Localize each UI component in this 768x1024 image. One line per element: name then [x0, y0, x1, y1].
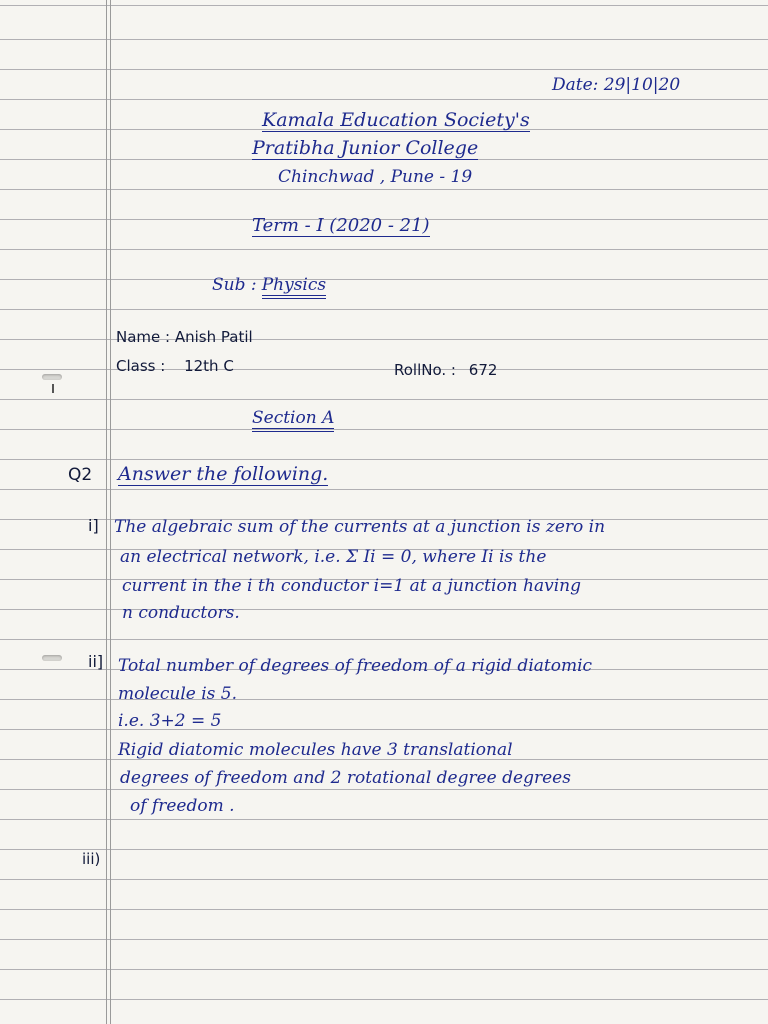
answer-2-line-3: i.e. 3+2 = 5: [118, 711, 222, 731]
answer-1-line-1: The algebraic sum of the currents at a junction is zero in: [114, 517, 606, 537]
hole-mark: [52, 384, 54, 393]
answer-2-line-5: degrees of freedom and 2 rotational degree degrees: [120, 768, 571, 788]
college-name: Pratibha Junior College: [252, 137, 479, 159]
date: Date: 29|10|20: [552, 75, 681, 95]
answer-1-line-3: current in the i th conductor i=1 at a junction having: [122, 576, 581, 596]
punch-hole-bottom: [42, 655, 62, 661]
class-label: Class :: [116, 357, 166, 375]
college-location: Chinchwad , Pune - 19: [278, 167, 473, 187]
answer-1-label: i]: [88, 516, 99, 535]
question-number: Q2: [68, 465, 93, 485]
name-label: Name :: [116, 328, 171, 346]
answer-1-line-4: n conductors.: [122, 603, 240, 623]
answer-2-line-6: of freedom .: [130, 796, 235, 816]
subject-line: [212, 275, 326, 295]
term-heading: Term - I (2020 - 21): [252, 215, 430, 236]
question-prompt: Answer the following.: [118, 463, 329, 485]
answer-2-label: ii]: [88, 652, 104, 671]
margin-line-outer: [106, 0, 107, 1024]
class-value: 12th C: [184, 357, 234, 375]
student-class: [116, 357, 234, 375]
section-heading: Section A: [252, 408, 334, 432]
student-roll: [394, 361, 497, 379]
student-name: [116, 328, 253, 346]
answer-2-line-2: molecule is 5.: [118, 684, 238, 704]
punch-hole-top: [42, 374, 62, 380]
name-value: Anish Patil: [174, 328, 253, 346]
answer-2-line-1: Total number of degrees of freedom of a rigid diatomic: [118, 656, 593, 676]
society-name: Kamala Education Society's: [262, 109, 530, 131]
answer-2-line-4: Rigid diatomic molecules have 3 translational: [118, 740, 513, 760]
margin-line-inner: [110, 0, 111, 1024]
roll-label: RollNo. :: [394, 361, 456, 379]
answer-1-line-2: an electrical network, i.e. Σ Ii = 0, where Ii is the: [120, 547, 547, 567]
subject-value: Physics: [262, 275, 326, 299]
answer-3-label: iii): [82, 850, 101, 868]
subject-label: Sub :: [212, 275, 257, 295]
roll-value: 672: [468, 361, 498, 379]
